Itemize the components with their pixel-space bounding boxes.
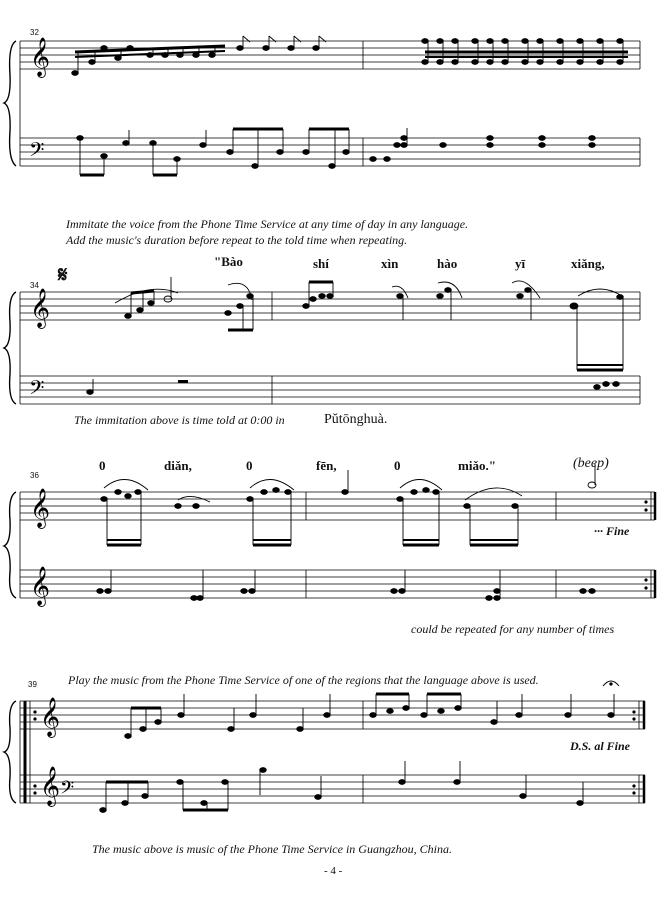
time-note: The immitation above is time told at 0:00 in — [74, 413, 285, 427]
lyric: yī — [515, 256, 526, 271]
bass-clef-icon: 𝄢 — [29, 138, 45, 166]
lyric: shí — [313, 256, 329, 271]
lyric: miǎo." — [458, 458, 496, 473]
treble-clef-icon: 𝄞 — [30, 566, 51, 606]
treble-clef-icon: 𝄞 — [30, 37, 51, 77]
page-number: - 4 - — [324, 865, 343, 877]
treble-clef-icon: 𝄞 — [40, 766, 61, 806]
measure-number: 39 — [28, 680, 37, 689]
beep-marking: (beep) — [573, 456, 609, 471]
lyric: xìn — [381, 256, 399, 271]
measure-number: 34 — [30, 281, 39, 290]
lyric: 0 — [394, 458, 401, 473]
system-4-bass-notes — [100, 761, 584, 812]
segno-icon: 𝄋 — [58, 262, 68, 287]
system-4-bass-staff — [20, 775, 645, 803]
system-3-treble-notes — [101, 464, 596, 545]
treble-clef-icon: 𝄞 — [30, 488, 51, 528]
system-4-treble-notes — [125, 681, 619, 738]
measure-number: 32 — [30, 28, 39, 37]
lyric: 0 — [246, 458, 253, 473]
system-4-treble-staff — [20, 701, 645, 729]
system-2-bass-staff — [20, 376, 640, 404]
bass-clef-icon: 𝄢 — [29, 376, 45, 404]
instruction-imitate: Immitate the voice from the Phone Time Service at any time of day in any language. — [66, 217, 469, 231]
lyric: 0 — [99, 458, 106, 473]
footer-note: The music above is music of the Phone Time Service in Guangzhou, China. — [92, 842, 452, 856]
repeat-note: could be repeated for any number of times — [411, 622, 615, 636]
play-note: Play the music from the Phone Time Service of one of the regions that the language above is used. — [68, 673, 539, 687]
treble-clef-icon: 𝄞 — [40, 697, 61, 737]
lyric: xiǎng, — [571, 256, 605, 271]
ds-al-fine-marking: D.S. al Fine — [570, 739, 631, 753]
system-3-treble-staff — [20, 492, 655, 520]
lyric: fēn, — [316, 458, 337, 473]
lyric: "Bào — [214, 254, 243, 269]
treble-clef-icon: 𝄞 — [30, 288, 51, 328]
instruction-duration: Add the music's duration before repeat to the told time when repeating. — [66, 233, 408, 247]
system-1-bass-staff — [20, 138, 640, 166]
time-note-word: Pǔtōnghuà. — [324, 412, 388, 427]
system-1-bass-notes — [77, 128, 596, 175]
system-3-lower-staff — [20, 570, 655, 598]
measure-number: 36 — [30, 471, 39, 480]
system-2-treble-notes — [115, 277, 623, 370]
lyric: diǎn, — [164, 458, 192, 473]
fine-marking: ··· Fine — [594, 524, 630, 538]
bass-clef-icon: 𝄢 — [60, 778, 75, 803]
system-3-lower-notes — [97, 570, 596, 600]
lyric: hào — [437, 256, 458, 271]
system-1-treble-notes — [72, 36, 628, 75]
system-2-bass-notes — [87, 379, 620, 394]
